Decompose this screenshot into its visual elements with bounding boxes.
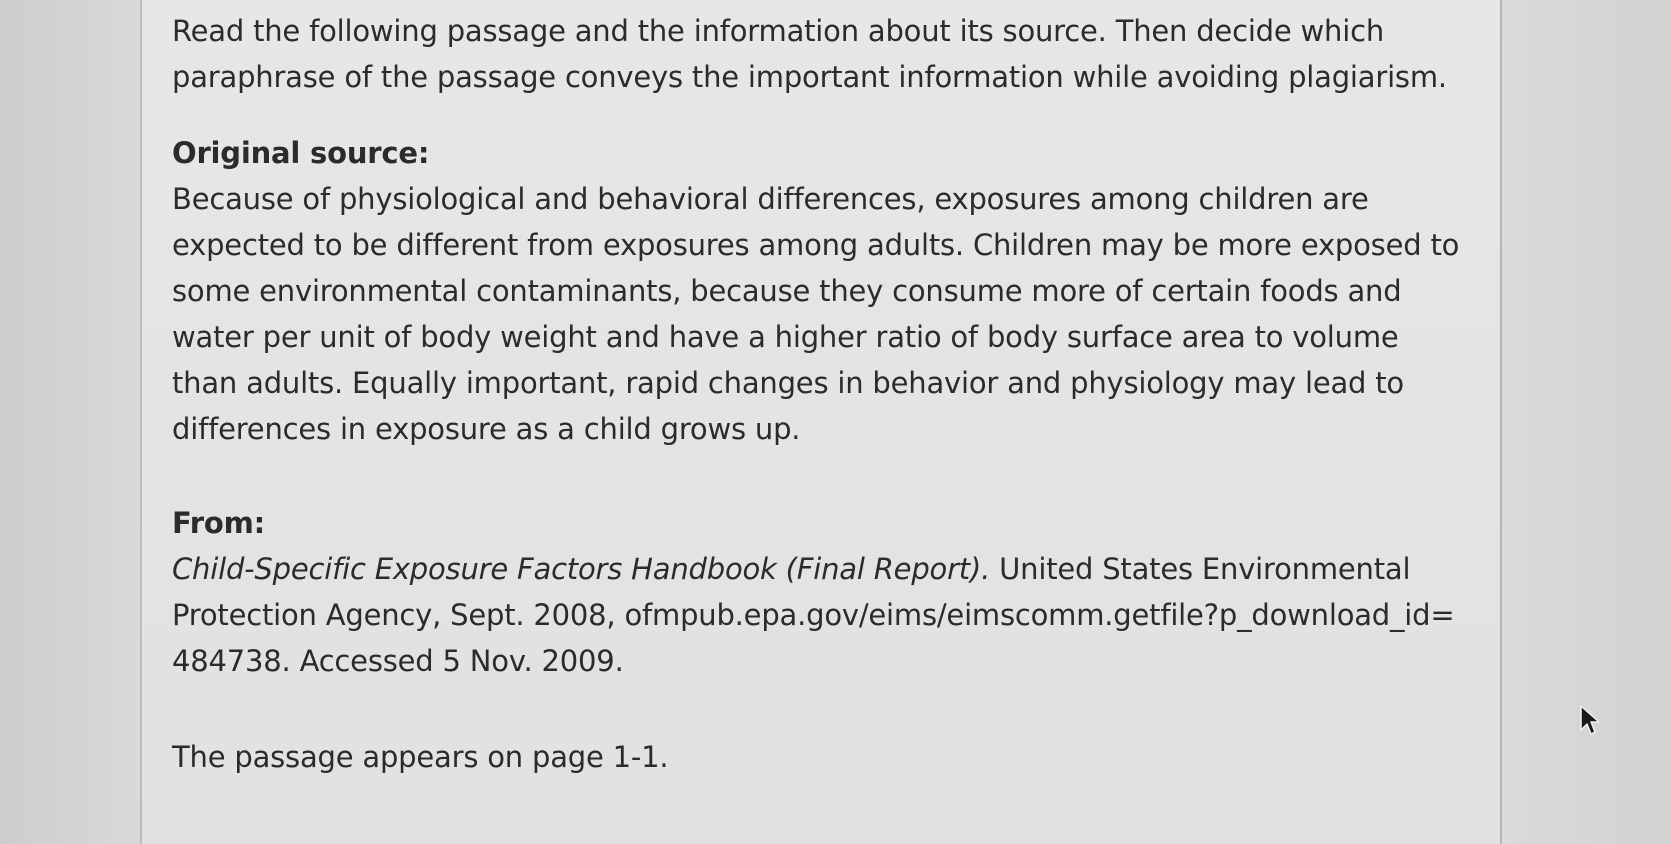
question-panel — [140, 0, 1502, 844]
citation — [172, 546, 1472, 684]
mouse-pointer-icon — [1578, 704, 1604, 738]
left-margin-area — [0, 0, 140, 844]
page-note: The passage appears on page 1-1. — [172, 740, 669, 774]
question-content — [172, 8, 1472, 780]
citation-accessed: Accessed 5 Nov. 2009. — [299, 644, 624, 678]
instructions-text: Read the following passage and the information about its source. Then decide which paraphrase of the passage conveys the important information while avoiding plagiarism. — [172, 14, 1447, 94]
from-heading: From: — [172, 506, 265, 540]
citation-title: Child-Specific Exposure Factors Handbook (Final Report). — [172, 552, 991, 586]
citation-url: ofmpub.epa.gov/eims/eimscomm.getfile?p_download_id=484738. — [172, 598, 1455, 678]
original-source-heading: Original source: — [172, 136, 430, 170]
citation-publisher-date: United States Environmental Protection Agency, Sept. 2008, — [172, 552, 1411, 632]
source-passage: Because of physiological and behavioral differences, exposures among children are expected to be different from exposures among adults. Children may be more exposed to some environmental contaminants, because they consume more of certain foods and water per unit of body weight and have a higher ratio of body surface area to volume than adults. Equally important, rapid changes in behavior and physiology may lead to differences in exposure as a child grows up. — [172, 182, 1460, 446]
